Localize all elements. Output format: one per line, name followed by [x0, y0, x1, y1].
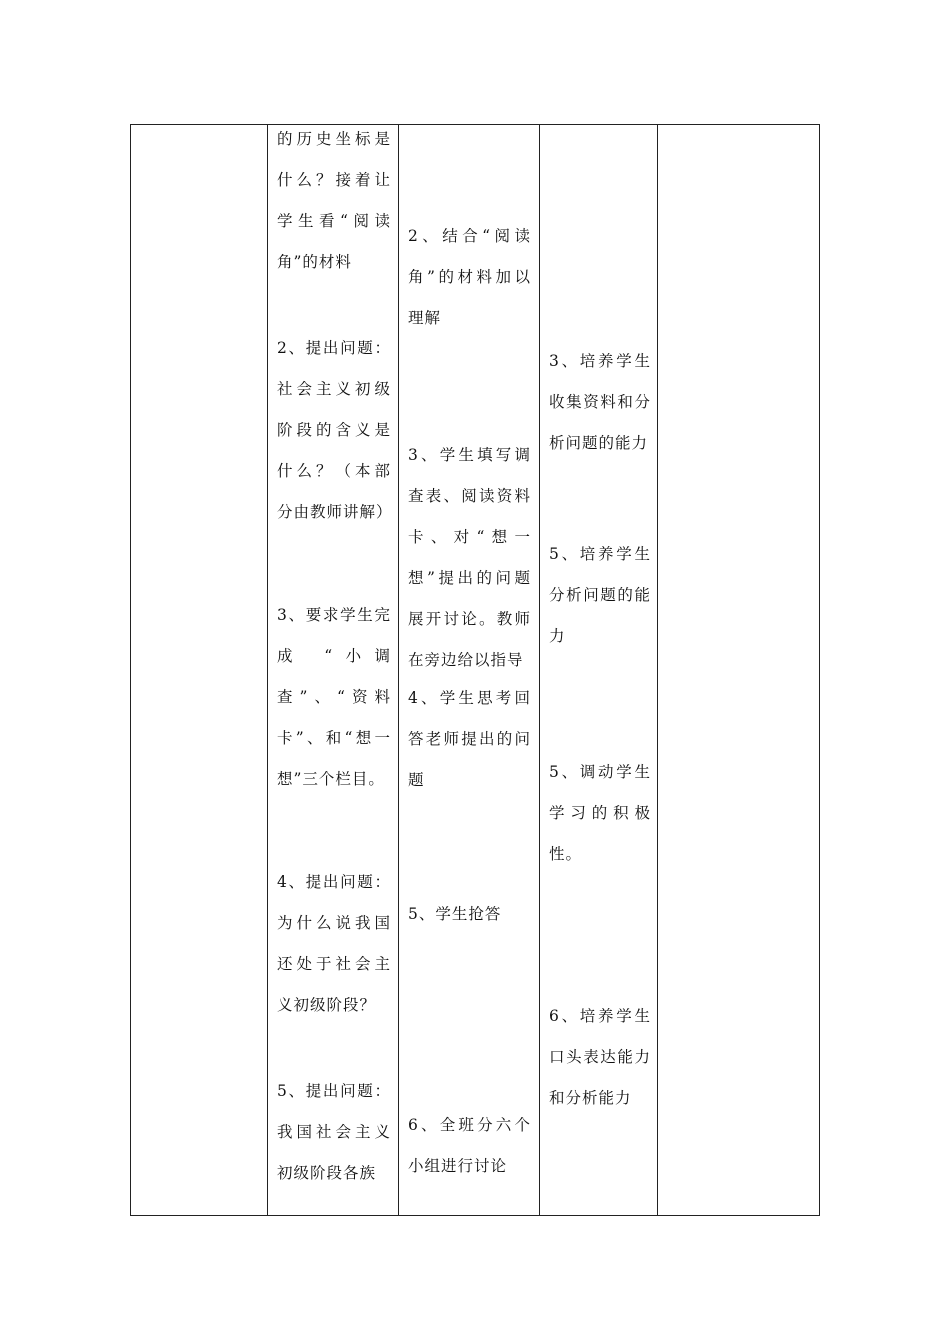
teacher-step-3: 3、要求学生完成 “小调查”、“资料卡”、和“想一想”三个栏目。: [277, 606, 391, 788]
student-step-3: 3、学生填写调查表、阅读资料卡、对“想一想”提出的问题展开讨论。教师在旁边给以指导: [408, 446, 531, 669]
teacher-step-2: 2、提出问题：社会主义初级阶段的含义是什么？（本部分由教师讲解）: [277, 339, 393, 521]
student-step-6: 6、全班分六个小组进行讨论: [408, 1116, 531, 1175]
student-step-4: 4、学生思考回答老师提出的问题: [408, 689, 531, 789]
column-empty-right: [658, 125, 819, 1215]
column-teacher-activity: [268, 125, 398, 1215]
intent-3: 3、培养学生收集资料和分析问题的能力: [549, 352, 651, 452]
lesson-plan-table: [130, 124, 820, 1216]
teacher-step-5: 5、提出问题：我国社会主义初级阶段各族: [277, 1082, 391, 1182]
intent-5b: 5、调动学生学习的积极性。: [549, 763, 651, 863]
intent-6: 6、培养学生口头表达能力和分析能力: [549, 1007, 651, 1107]
column-design-intent: [540, 125, 657, 1215]
student-step-2: 2、结合“阅读角”的材料加以理解: [408, 227, 531, 327]
intent-5a: 5、培养学生分析问题的能力: [549, 545, 651, 645]
teacher-step-4: 4、提出问题：为什么说我国还处于社会主义初级阶段？: [277, 873, 391, 1014]
teacher-step-1: 的历史坐标是什么？接着让学生看“阅读角”的材料: [277, 130, 391, 271]
column-empty-left: [131, 125, 267, 1215]
column-student-activity: [399, 125, 539, 1215]
student-step-5: 5、学生抢答: [408, 905, 502, 923]
